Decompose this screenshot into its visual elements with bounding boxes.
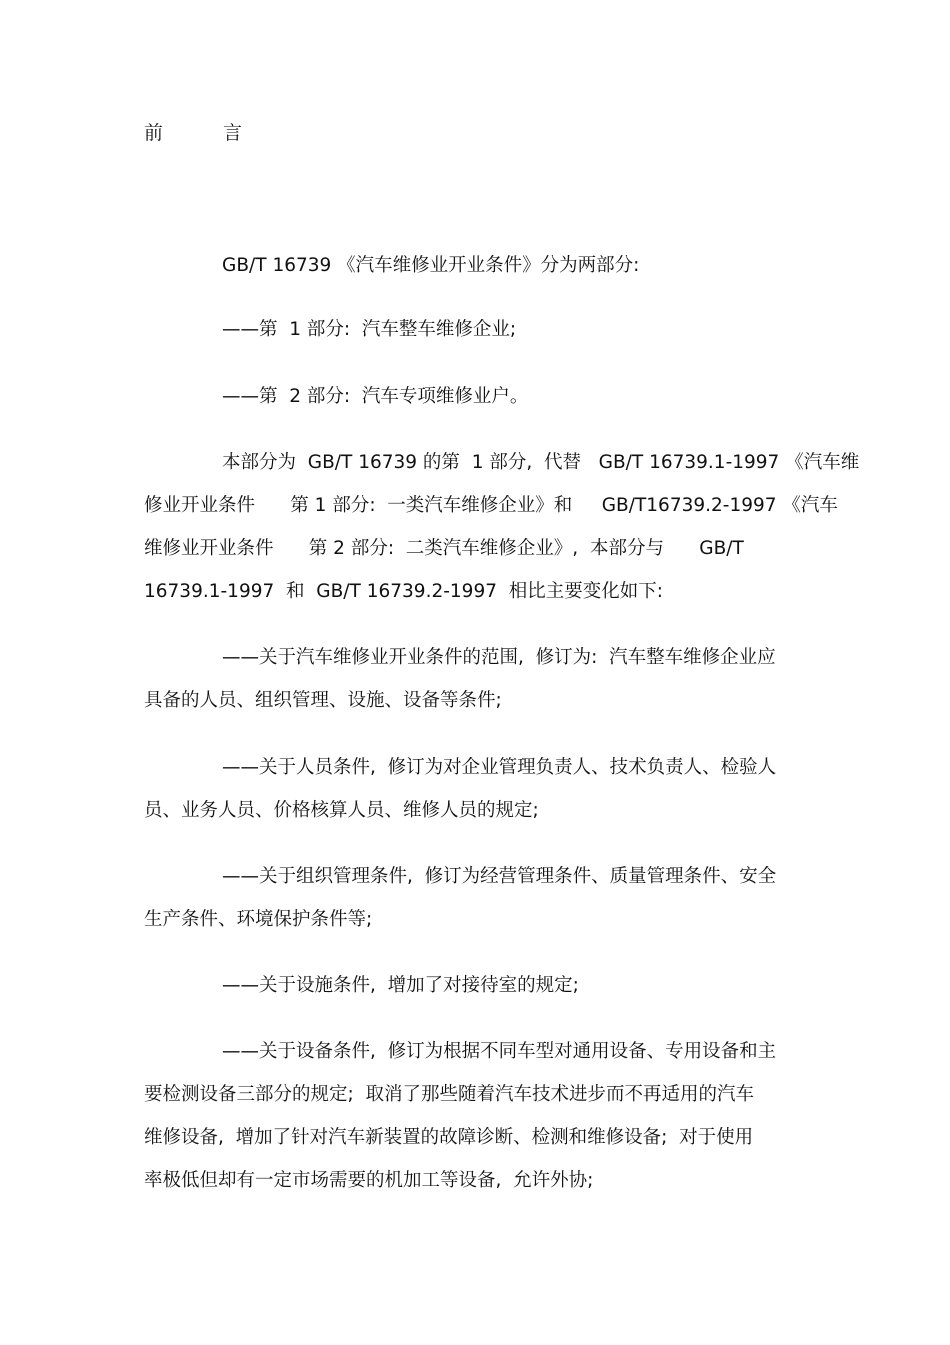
- change-scope-line-1: ——关于汽车维修业开业条件的范围, 修订为: 汽车整车维修企业应: [222, 647, 776, 668]
- change-organization-line-1: ——关于组织管理条件, 修订为经营管理条件、质量管理条件、安全: [222, 866, 777, 887]
- heading-char-1: 前: [144, 122, 164, 144]
- replace-paragraph-line-3: 维修业开业条件 第 2 部分: 二类汽车维修企业》, 本部分与 GB/T: [144, 538, 744, 559]
- replace-paragraph-line-1: 本部分为 GB/T 16739 的第 1 部分, 代替 GB/T 16739.1-1997 《汽车维: [222, 452, 860, 473]
- replace-paragraph-line-4: 16739.1-1997 和 GB/T 16739.2-1997 相比主要变化如下:: [144, 581, 663, 602]
- heading-char-2: 言: [223, 122, 243, 144]
- change-equipment-line-1: ——关于设备条件, 修订为根据不同车型对通用设备、专用设备和主: [222, 1041, 777, 1062]
- change-personnel-line-2: 员、业务人员、价格核算人员、维修人员的规定;: [144, 800, 539, 821]
- replace-paragraph-line-2: 修业开业条件 第 1 部分: 一类汽车维修企业》和 GB/T16739.2-1997 《汽车: [144, 495, 838, 516]
- change-equipment-line-2: 要检测设备三部分的规定; 取消了那些随着汽车技术进步而不再适用的汽车: [144, 1084, 754, 1105]
- change-equipment-line-4: 率极低但却有一定市场需要的机加工等设备, 允许外协;: [144, 1170, 594, 1191]
- change-organization-line-2: 生产条件、环境保护条件等;: [144, 909, 373, 930]
- preface-heading: [144, 121, 242, 145]
- change-facility-line: ——关于设施条件, 增加了对接待室的规定;: [222, 975, 579, 996]
- change-equipment-line-3: 维修设备, 增加了针对汽车新装置的故障诊断、检测和维修设备; 对于使用: [144, 1127, 754, 1148]
- intro-line: GB/T 16739 《汽车维修业开业条件》分为两部分:: [222, 255, 640, 276]
- part-2-item: ——第 2 部分: 汽车专项维修业户。: [222, 386, 529, 407]
- change-personnel-line-1: ——关于人员条件, 修订为对企业管理负责人、技术负责人、检验人: [222, 757, 777, 778]
- part-1-item: ——第 1 部分: 汽车整车维修企业;: [222, 319, 517, 340]
- change-scope-line-2: 具备的人员、组织管理、设施、设备等条件;: [144, 690, 502, 711]
